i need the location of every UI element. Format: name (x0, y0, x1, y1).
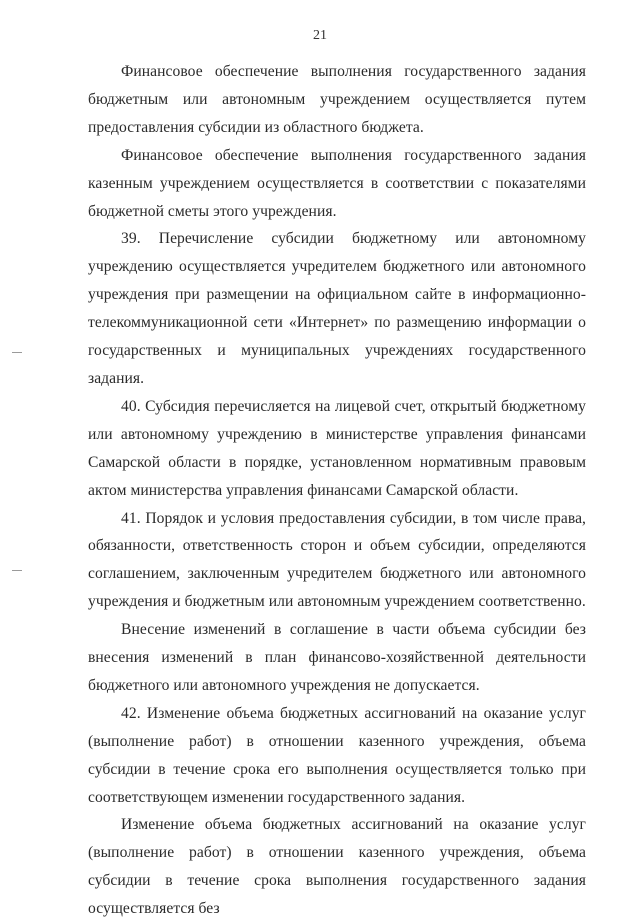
paragraph-39: 39. Перечисление субсидии бюджетному или автономному учреждению осуществляется учредителем бюджетного или автономного учреждения при размещении на официальном сайте в информационно-телекоммуникационной сети «Интернет» по размещению информации о государственных и муниципальных учреждениях государственного задания. (88, 230, 586, 387)
paragraph-41: 41. Порядок и условия предоставления субсидии, в том числе права, обязанности, ответственность сторон и объем субсидии, определяются соглашением, заключенным учредителем бюджетного или автономного учреждения и бюджетным или автономным учреждением соответственно. (88, 509, 586, 611)
body-text (88, 58, 586, 923)
paragraph-allocation-changes: Изменение объема бюджетных ассигнований на оказание услуг (выполнение работ) в отношении казенного учреждения, объема субсидии в течение срока выполнения государственного задания осуществляется без (88, 816, 586, 918)
scan-edge-mark (12, 570, 22, 571)
paragraph-financing-state: Финансовое обеспечение выполнения государственного задания казенным учреждением осуществляется в соответствии с показателями бюджетной сметы этого учреждения. (88, 146, 586, 220)
page-number: 21 (313, 28, 327, 43)
scan-edge-mark (12, 352, 22, 353)
paragraph-financing-budget: Финансовое обеспечение выполнения государственного задания бюджетным или автономным учреждением осуществляется путем предоставления субсидии из областного бюджета. (88, 63, 586, 136)
paragraph-agreement-changes: Внесение изменений в соглашение в части объема субсидии без внесения изменений в план финансово-хозяйственной деятельности бюджетного или автономного учреждения не допускается. (88, 621, 586, 694)
paragraph-40: 40. Субсидия перечисляется на лицевой счет, открытый бюджетному или автономному учреждению в министерстве управления финансами Самарской области в порядке, установленном нормативным правовым актом министерства управления финансами Самарской области. (88, 397, 586, 499)
paragraph-42: 42. Изменение объема бюджетных ассигнований на оказание услуг (выполнение работ) в отношении казенного учреждения, объема субсидии в течение срока его выполнения осуществляется только при соответствующем изменении государственного задания. (88, 704, 586, 806)
